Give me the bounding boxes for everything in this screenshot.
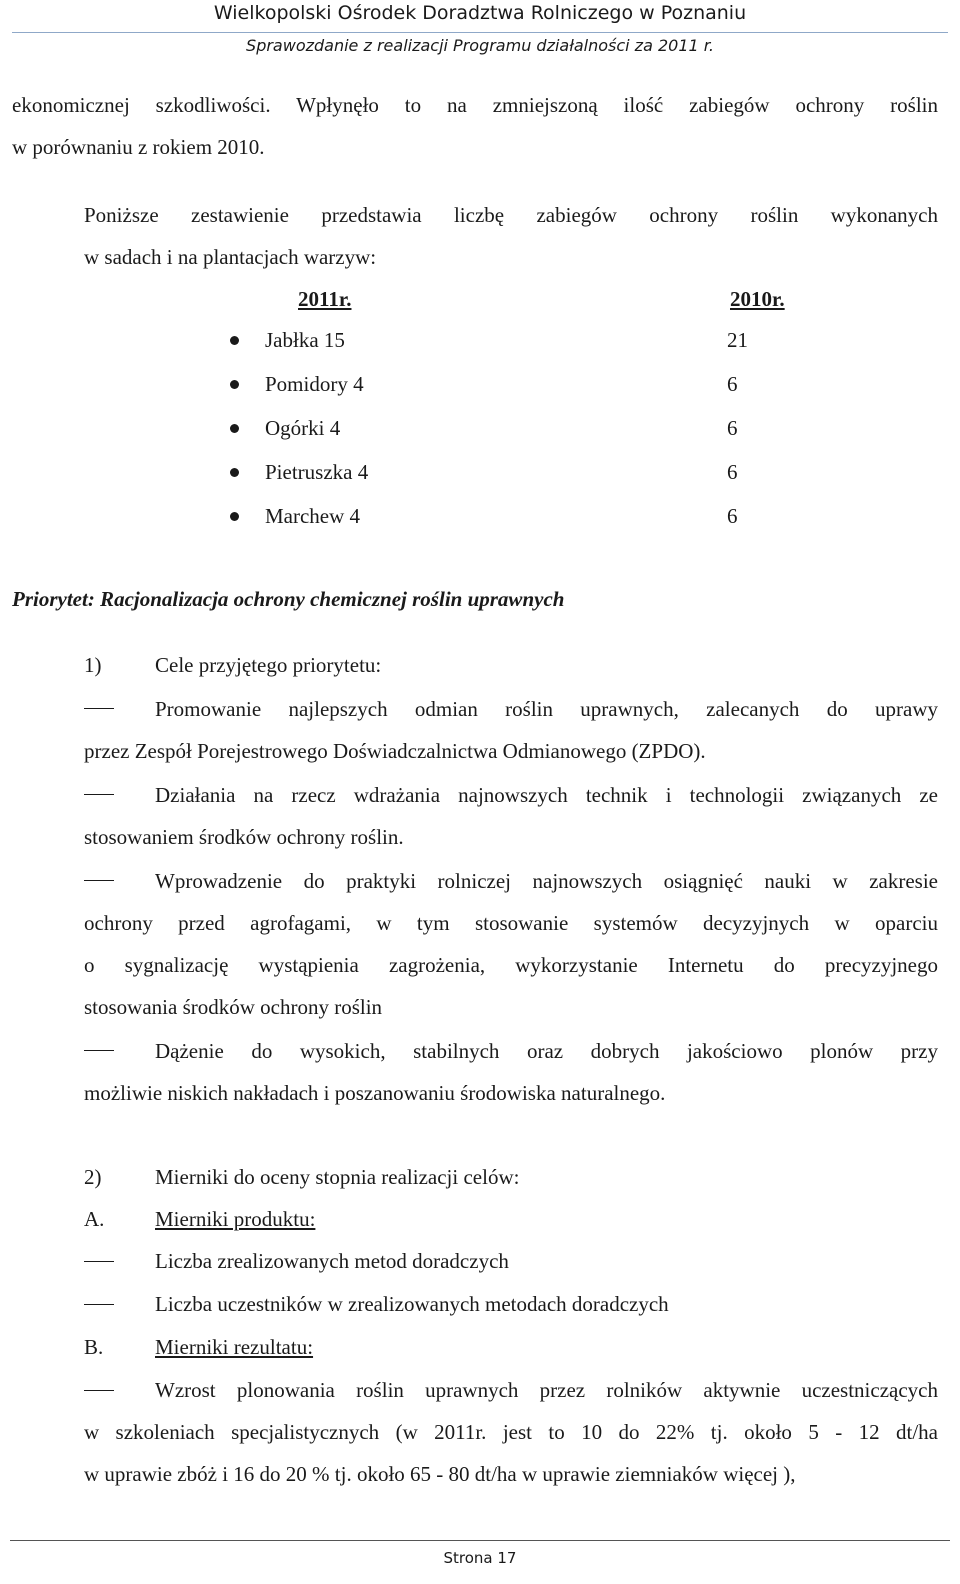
value-2010: 6 — [727, 372, 738, 396]
crop-label: Pomidory 4 — [265, 372, 364, 396]
treatment-row — [0, 324, 960, 356]
result-measure-item — [84, 1369, 938, 1495]
header-subtitle: Sprawozdanie z realizacji Programu działalności za 2011 r. — [246, 36, 714, 55]
treatment-row — [0, 412, 960, 444]
value-2010: 6 — [727, 416, 738, 440]
bullet-icon — [230, 380, 239, 389]
crop-label: Jabłka 15 — [265, 328, 345, 352]
goal-line: Dążenie do wysokich, stabilnych oraz dobrych jakościowo plonów przy — [155, 1039, 938, 1063]
result-line: w szkoleniach specjalistycznych (w 2011r. jest to 10 do 22% tj. około 5 - 12 dt/ha — [84, 1420, 938, 1444]
header-divider — [12, 32, 948, 33]
section-2-marker: 2) — [84, 1165, 102, 1189]
intro-paragraph — [12, 84, 938, 168]
goal-line: ochrony przed agrofagami, w tym stosowanie systemów decyzyjnych w oparciu — [84, 911, 938, 935]
result-line: w uprawie zbóż i 16 do 20 % tj. około 65 - 80 dt/ha w uprawie ziemniaków więcej ), — [84, 1462, 796, 1486]
section-2-title: Mierniki do oceny stopnia realizacji celów: — [155, 1165, 520, 1189]
goal-line: Działania na rzecz wdrażania najnowszych technik i technologii związanych ze — [155, 783, 938, 807]
bullet-icon — [230, 336, 239, 345]
crop-label: Pietruszka 4 — [265, 460, 369, 484]
value-2010: 6 — [727, 504, 738, 528]
result-line: Wzrost plonowania roślin uprawnych przez rolników aktywnie uczestniczących — [155, 1378, 938, 1402]
subsection-b-marker: B. — [84, 1335, 104, 1359]
goal-line: możliwie niskich nakładach i poszanowaniu środowiska naturalnego. — [84, 1081, 666, 1105]
summary-paragraph — [84, 194, 938, 278]
goal-item — [84, 774, 938, 858]
intro-line-1: ekonomicznej szkodliwości. Wpłynęło to na zmniejszoną ilość zabiegów ochrony roślin — [12, 93, 938, 117]
subsection-b-title: Mierniki rezultatu: — [155, 1335, 314, 1359]
treatment-row — [0, 368, 960, 400]
summary-line-1: Poniższe zestawienie przedstawia liczbę zabiegów ochrony roślin wykonanych — [84, 203, 938, 227]
product-measure-item: Liczba zrealizowanych metod doradczych — [155, 1249, 509, 1273]
goal-line: przez Zespół Porejestrowego Doświadczalnictwa Odmianowego (ZPDO). — [84, 739, 706, 763]
dash-icon — [84, 1261, 114, 1262]
crop-label: Ogórki 4 — [265, 416, 341, 440]
bullet-icon — [230, 424, 239, 433]
year-2011-header: 2011r. — [298, 287, 352, 311]
intro-line-2: w porównaniu z rokiem 2010. — [12, 135, 265, 159]
goal-line: stosowania środków ochrony roślin — [84, 995, 383, 1019]
priority-heading: Priorytet: Racjonalizacja ochrony chemicznej roślin uprawnych — [12, 587, 565, 611]
treatment-row — [0, 456, 960, 488]
goal-item — [84, 1030, 938, 1114]
goal-line: o sygnalizację wystąpienia zagrożenia, wykorzystanie Internetu do precyzyjnego — [84, 953, 938, 977]
value-2010: 21 — [727, 328, 748, 352]
year-2010-header: 2010r. — [730, 287, 785, 311]
subsection-a-marker: A. — [84, 1207, 105, 1231]
goal-item — [84, 860, 938, 1028]
goal-line: stosowaniem środków ochrony roślin. — [84, 825, 404, 849]
dash-icon — [84, 1304, 114, 1305]
bullet-icon — [230, 468, 239, 477]
page-number: Strona 17 — [443, 1549, 517, 1567]
goal-line: Promowanie najlepszych odmian roślin uprawnych, zalecanych do uprawy — [155, 697, 938, 721]
goal-item — [84, 688, 938, 772]
treatment-row — [0, 500, 960, 532]
crop-label: Marchew 4 — [265, 504, 361, 528]
summary-line-2: w sadach i na plantacjach warzyw: — [84, 245, 377, 269]
value-2010: 6 — [727, 460, 738, 484]
section-1-marker: 1) — [84, 653, 102, 677]
footer-divider — [10, 1540, 950, 1541]
bullet-icon — [230, 512, 239, 521]
header-title: Wielkopolski Ośrodek Doradztwa Rolniczego w Poznaniu — [213, 2, 747, 24]
goal-line: Wprowadzenie do praktyki rolniczej najnowszych osiągnięć nauki w zakresie — [155, 869, 938, 893]
subsection-a-title: Mierniki produktu: — [155, 1207, 316, 1231]
section-1-title: Cele przyjętego priorytetu: — [155, 653, 382, 677]
product-measure-item: Liczba uczestników w zrealizowanych metodach doradczych — [155, 1292, 669, 1316]
